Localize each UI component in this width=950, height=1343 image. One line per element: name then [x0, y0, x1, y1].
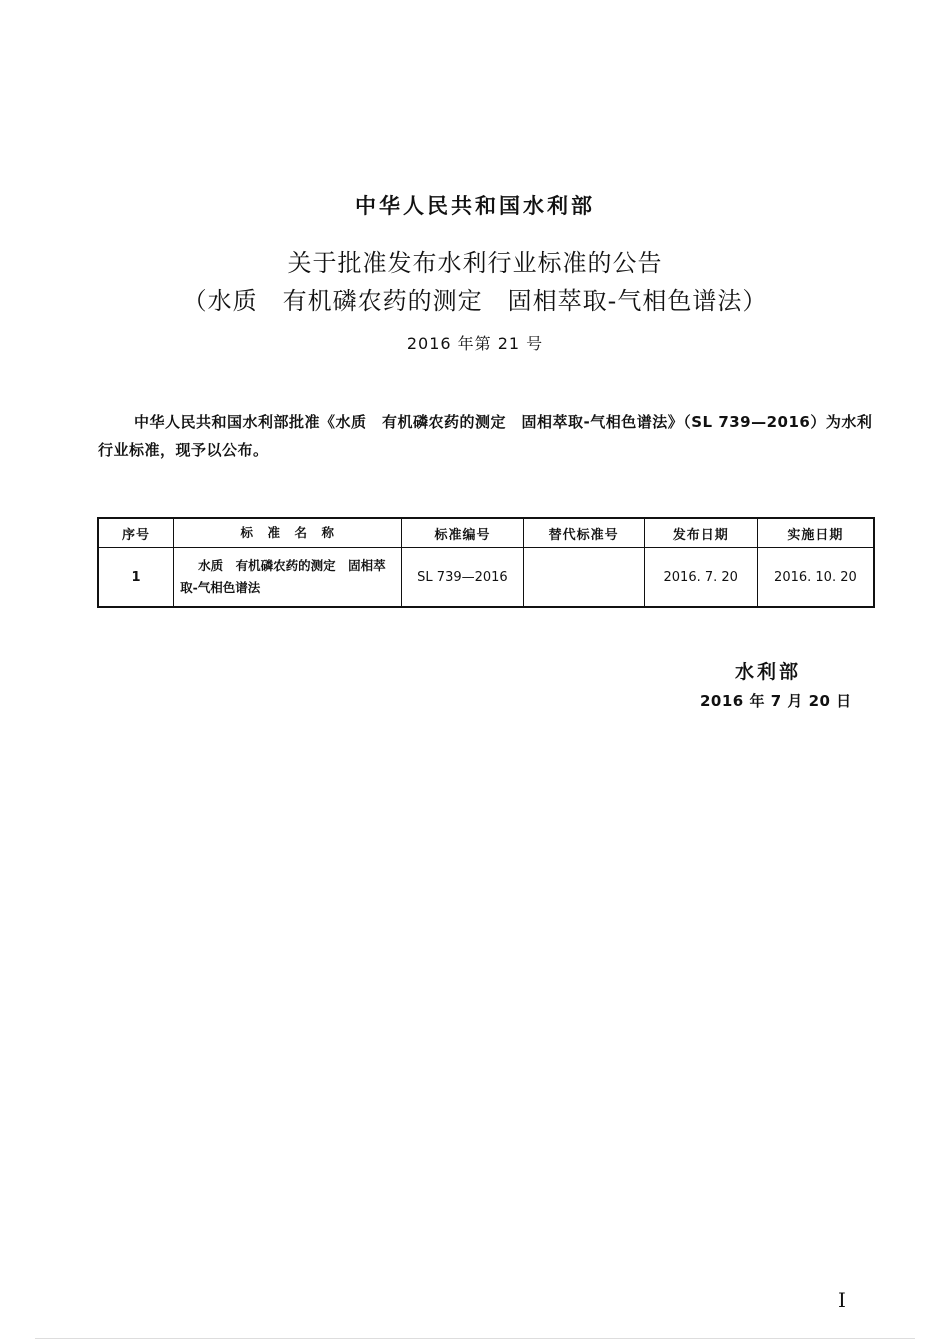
page-bottom-edge	[35, 1338, 915, 1339]
table-row	[98, 548, 874, 608]
announcement-subtitle: （水质 有机磷农药的测定 固相萃取-气相色谱法）	[182, 287, 768, 315]
header-publish-date: 发布日期	[644, 518, 757, 548]
announcement-number: 2016 年第 21 号	[406, 334, 544, 353]
cell-implement-date: 2016. 10. 20	[757, 548, 874, 608]
table-header-row	[98, 518, 874, 548]
header-code: 标准编号	[402, 518, 523, 548]
standard-name: 水质 有机磷农药的测定 固相萃取-气相色谱法	[180, 558, 386, 595]
signature-date: 2016 年 7 月 20 日	[700, 692, 852, 710]
cell-publish-date: 2016. 7. 20	[644, 548, 757, 608]
announcement-body: 中华人民共和国水利部批准《水质 有机磷农药的测定 固相萃取-气相色谱法》（SL 739—2016）为水利行业标准，现予以公布。	[98, 413, 873, 459]
header-name: 标 准 名 称	[174, 518, 402, 548]
cell-name	[174, 548, 402, 608]
issuer-heading: 中华人民共和国水利部	[355, 194, 595, 218]
header-replaced: 替代标准号	[523, 518, 644, 548]
header-implement-date: 实施日期	[757, 518, 874, 548]
signature-org: 水利部	[735, 661, 802, 683]
standards-table	[97, 517, 875, 608]
cell-seq: 1	[98, 548, 174, 608]
cell-replaced	[523, 548, 644, 608]
cell-code: SL 739—2016	[402, 548, 523, 608]
page-number: I	[838, 1288, 846, 1312]
announcement-title: 关于批准发布水利行业标准的公告	[287, 249, 663, 277]
header-seq: 序号	[98, 518, 174, 548]
